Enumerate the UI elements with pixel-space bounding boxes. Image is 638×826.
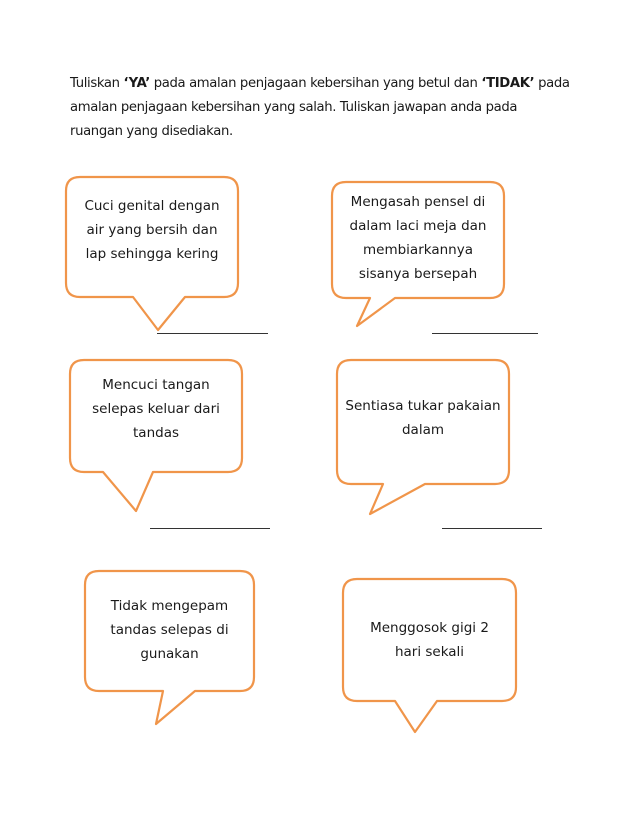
- instructions-part-1: Tuliskan: [70, 76, 124, 91]
- answer-blank-4[interactable]: [442, 528, 542, 529]
- answer-blank-2[interactable]: [432, 333, 538, 334]
- bubble-text-2: Mengasah pensel di dalam laci meja dan membiarkannya sisanya bersepah: [349, 194, 487, 282]
- instructions-ya-keyword: ‘YA’: [123, 76, 150, 91]
- answer-blank-1[interactable]: [157, 333, 268, 334]
- bubble-text-5: Tidak mengepam tandas selepas di gunakan: [110, 598, 229, 662]
- instructions-tidak-keyword: ‘TIDAK’: [481, 76, 535, 91]
- bubble-text-4: Sentiasa tukar pakaian dalam: [345, 398, 501, 438]
- bubble-text-3: Mencuci tangan selepas keluar dari tandas: [92, 377, 220, 441]
- bubble-text-1: Cuci genital dengan air yang bersih dan lap sehingga kering: [84, 198, 220, 262]
- answer-blank-3[interactable]: [150, 528, 270, 529]
- instructions-part-3: pada amalan penjagaan kebersihan yang salah. Tuliskan jawapan anda pada ruangan yang disediakan.: [70, 76, 570, 139]
- bubble-text-6: Menggosok gigi 2 hari sekali: [370, 620, 489, 660]
- instructions-part-2: pada amalan penjagaan kebersihan yang betul dan: [149, 76, 482, 91]
